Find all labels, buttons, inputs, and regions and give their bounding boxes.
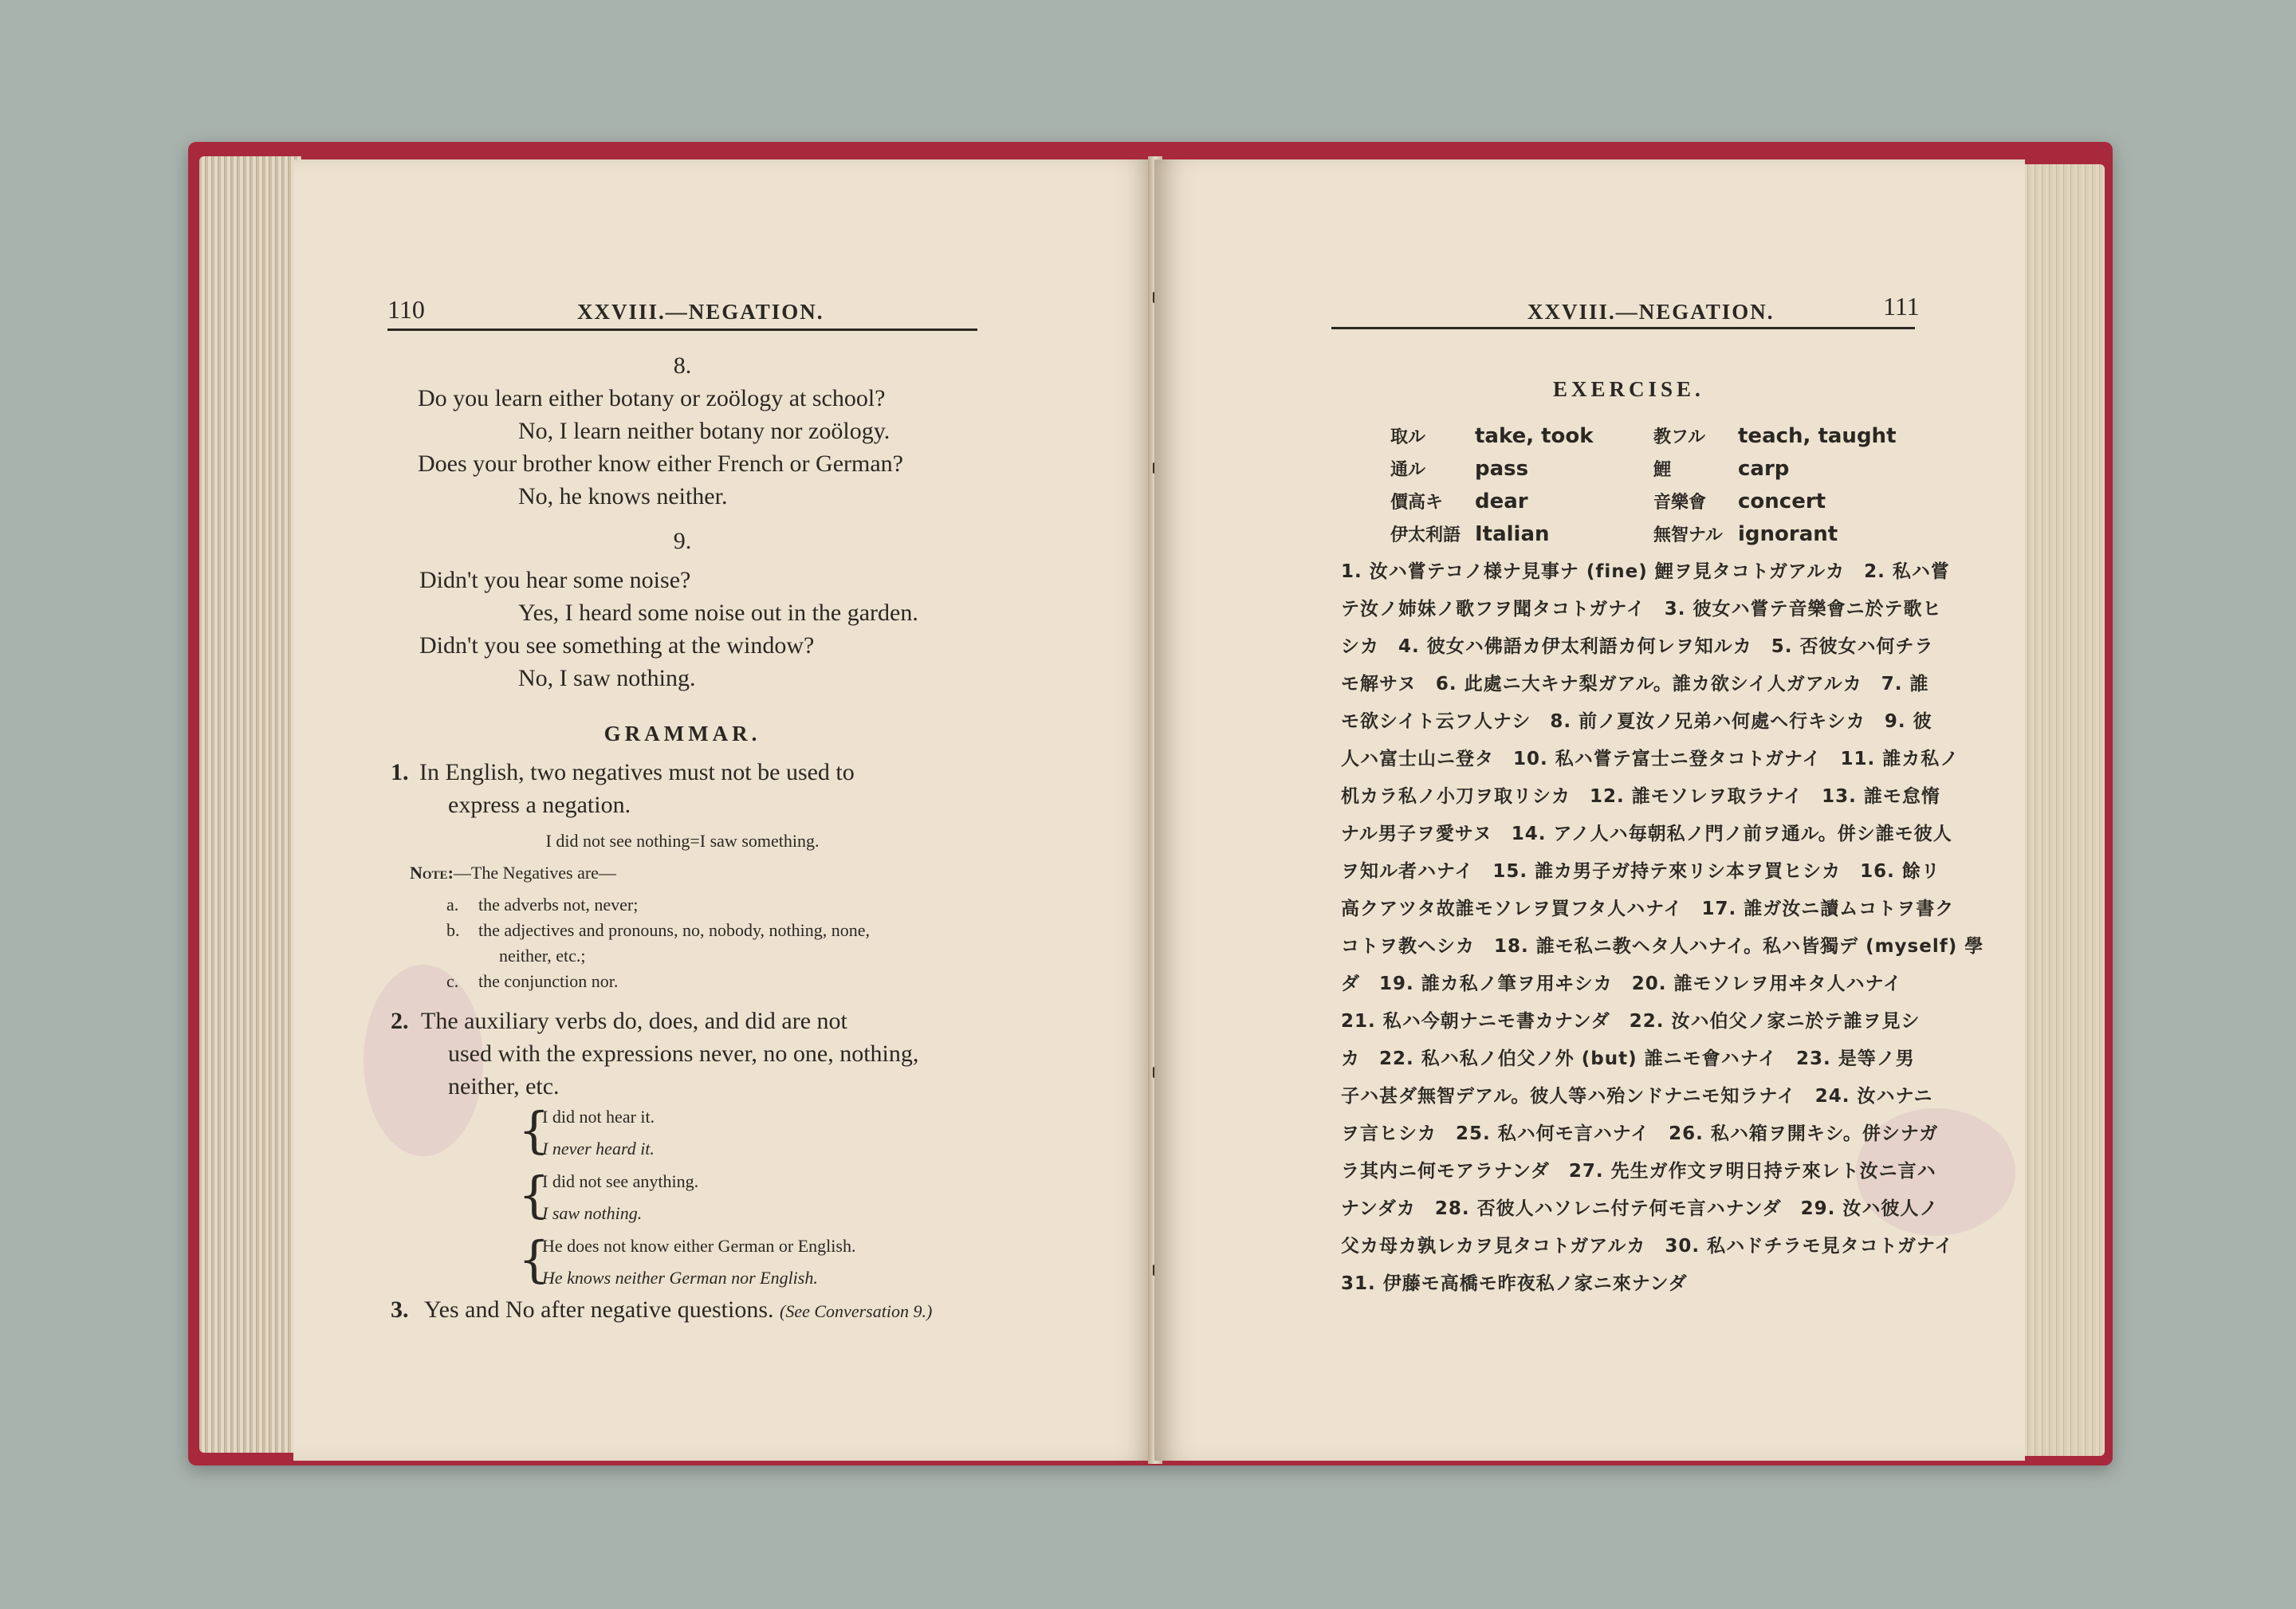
exercise-line: ダ 19. 誰カ私ノ筆ヲ用ヰシカ 20. 誰モソレヲ用ヰタ人ハナイ [1341,974,1902,994]
example-line: He does not know either German or English. [542,1236,856,1256]
exercise-line: シカ 4. 彼女ハ佛語カ伊太利語カ何レヲ知ルカ 5. 否彼女ハ何チラ [1341,636,1934,657]
exercise-line: 高クアツタ故誰モソレヲ買フタ人ハナイ 17. 誰ガ汝ニ讀ムコトヲ書ク [1341,899,1955,919]
vocab-jp: 教フル [1653,427,1706,447]
exercise-line: 人ハ富士山ニ登タ 10. 私ハ嘗テ富士ニ登タコトガナイ 11. 誰カ私ノ [1341,749,1960,769]
conversation-line: Didn't you hear some noise? [419,567,691,593]
vocab-jp: 音樂會 [1653,493,1707,513]
conversation-line: Does your brother know either French or German? [418,450,903,477]
conversation-line: Didn't you see something at the window? [419,632,815,659]
conversation-line: No, he knows neither. [518,483,728,509]
brace: { [518,1101,550,1159]
rule-text: In English, two negatives must not be used to [419,759,855,785]
conversation-line: Do you learn either botany or zoölogy at school? [418,385,886,411]
rule-number: 2. [391,1008,409,1034]
exercise-line: 子ハ甚ダ無智デアル。彼人等ハ殆ンドナニモ知ラナイ 24. 汝ハナニ [1341,1086,1933,1107]
example-line: I did not see anything. [542,1171,699,1191]
vocab-en: Italian [1475,522,1550,546]
vocab-en: carp [1738,457,1790,481]
exercise-line: 21. 私ハ今朝ナニモ書カナンダ 22. 汝ハ伯父ノ家ニ於テ誰ヲ見シ [1341,1011,1921,1032]
exercise-line: モ欲シイト云フ人ナシ 8. 前ノ夏汝ノ兄弟ハ何處ヘ行キシカ 9. 彼 [1341,711,1932,732]
example-line: He knows neither German nor English. [542,1268,818,1288]
note-line [410,861,616,885]
vocab-en: concert [1738,490,1826,513]
rule-text: express a negation. [448,792,631,818]
conversation-line: Yes, I heard some noise out in the garden. [518,600,918,626]
exercise-line: ラ其内ニ何モアラナンダ 27. 先生ガ作文ヲ明日持テ來レト汝ニ言ハ [1341,1161,1936,1182]
running-head: XXVIII.—NEGATION. [1527,300,1775,324]
vocab-en: teach, taught [1738,424,1897,448]
vocab-jp: 價高キ [1390,493,1444,513]
exercise-line: モ解サヌ 6. 此處ニ大キナ梨ガアル。誰カ欲シイ人ガアルカ 7. 誰 [1341,674,1929,694]
vocab-en: ignorant [1738,522,1838,546]
rule-number: 1. [391,759,409,785]
brace: { [518,1230,550,1288]
note-item: the adjectives and pronouns, no, nobody, nothing, none, [478,920,871,940]
page-edges-left [199,156,301,1453]
running-head: XXVIII.—NEGATION. [577,300,824,324]
exercise-line: 机カラ私ノ小刀ヲ取リシカ 12. 誰モソレヲ取ラナイ 13. 誰モ怠惰 [1341,786,1940,807]
note-text: —The Negatives are— [453,863,616,883]
example-line: I never heard it. [542,1139,655,1159]
vocab-row [1390,419,1917,454]
exercise-line: ナンダカ 28. 否彼人ハソレニ付テ何モ言ハナンダ 29. 汝ハ彼人ノ [1341,1198,1939,1219]
rule3-text: Yes and No after negative questions. [424,1296,774,1323]
exercise-line: テ汝ノ姉妹ノ歌フヲ聞タコトガナイ 3. 彼女ハ嘗テ音樂會ニ於テ歌ヒ [1341,599,1942,620]
note-item: the conjunction nor. [478,971,619,991]
exercise-heading: EXERCISE. [1553,377,1704,401]
header-rule [1331,327,1915,329]
exercise-line: ヲ知ル者ハナイ 15. 誰カ男子ガ持テ來リシ本ヲ買ヒシカ 16. 餘リ [1341,861,1940,882]
rule-text: The auxiliary verbs do, does, and did are not [421,1008,847,1034]
page-edges-right [2017,164,2105,1456]
exercise-line: カ 22. 私ハ私ノ伯父ノ外 (but) 誰ニモ會ハナイ 23. 是等ノ男 [1341,1048,1915,1069]
vocab-en: dear [1475,490,1528,513]
conversation-number: 8. [673,352,692,379]
page-number: 111 [1883,292,1920,321]
vocab-jp: 無智ナル [1653,525,1723,545]
note-label: Note: [410,863,454,883]
note-item-letter: b. [446,920,460,940]
example-line: I did not hear it. [542,1107,655,1127]
vocab-row [1390,452,1917,486]
vocab-en: take, took [1475,424,1594,448]
vocab-jp: 取ル [1390,427,1426,447]
page-number: 110 [387,295,425,324]
note-item-letter: a. [446,895,459,915]
rule-text [424,1293,932,1326]
rule-text: used with the expressions never, no one, nothing, [448,1041,919,1067]
grammar-heading: GRAMMAR. [603,722,761,745]
rule-example: I did not see nothing=I saw something. [545,831,820,851]
exercise-line: ヲ言ヒシカ 25. 私ハ何モ言ハナイ 26. 私ハ箱ヲ開キシ。併シナガ [1341,1123,1939,1144]
rule3-reference: (See Conversation 9.) [780,1301,933,1321]
exercise-line: 31. 伊藤モ高橋モ昨夜私ノ家ニ來ナンダ [1341,1273,1688,1294]
vocab-row [1390,517,1917,552]
exercise-line: 父カ母カ孰レカヲ見タコトガアルカ 30. 私ハドチラモ見タコトガナイ [1341,1236,1954,1257]
conversation-line: No, I saw nothing. [518,665,696,691]
brace: { [518,1166,550,1224]
rule-number: 3. [391,1296,409,1323]
vocab-jp: 通ル [1390,460,1426,480]
note-item: the adverbs not, never; [478,895,639,915]
exercise-line: ナル男子ヲ愛サヌ 14. アノ人ハ毎朝私ノ門ノ前ヲ通ル。併シ誰モ彼人 [1341,824,1952,844]
vocab-jp: 伊太利語 [1390,525,1461,545]
vocab-en: pass [1475,457,1529,481]
vocab-jp: 鯉 [1653,460,1672,480]
exercise-line: 1. 汝ハ嘗テコノ様ナ見事ナ (fine) 鯉ヲ見タコトガアルカ 2. 私ハ嘗 [1341,561,1950,582]
header-rule [387,328,977,331]
exercise-line: コトヲ教ヘシカ 18. 誰モ私ニ教ヘタ人ハナイ。私ハ皆獨デ (myself) 學 [1341,936,1984,957]
conversation-line: No, I learn neither botany nor zoölogy. [518,418,890,444]
rule-text: neither, etc. [448,1073,560,1100]
example-line: I saw nothing. [542,1203,643,1223]
vocab-row [1390,485,1917,519]
conversation-number: 9. [673,528,692,554]
note-item-letter: c. [446,971,459,991]
left-page [293,159,1154,1461]
note-item: neither, etc.; [499,946,586,966]
